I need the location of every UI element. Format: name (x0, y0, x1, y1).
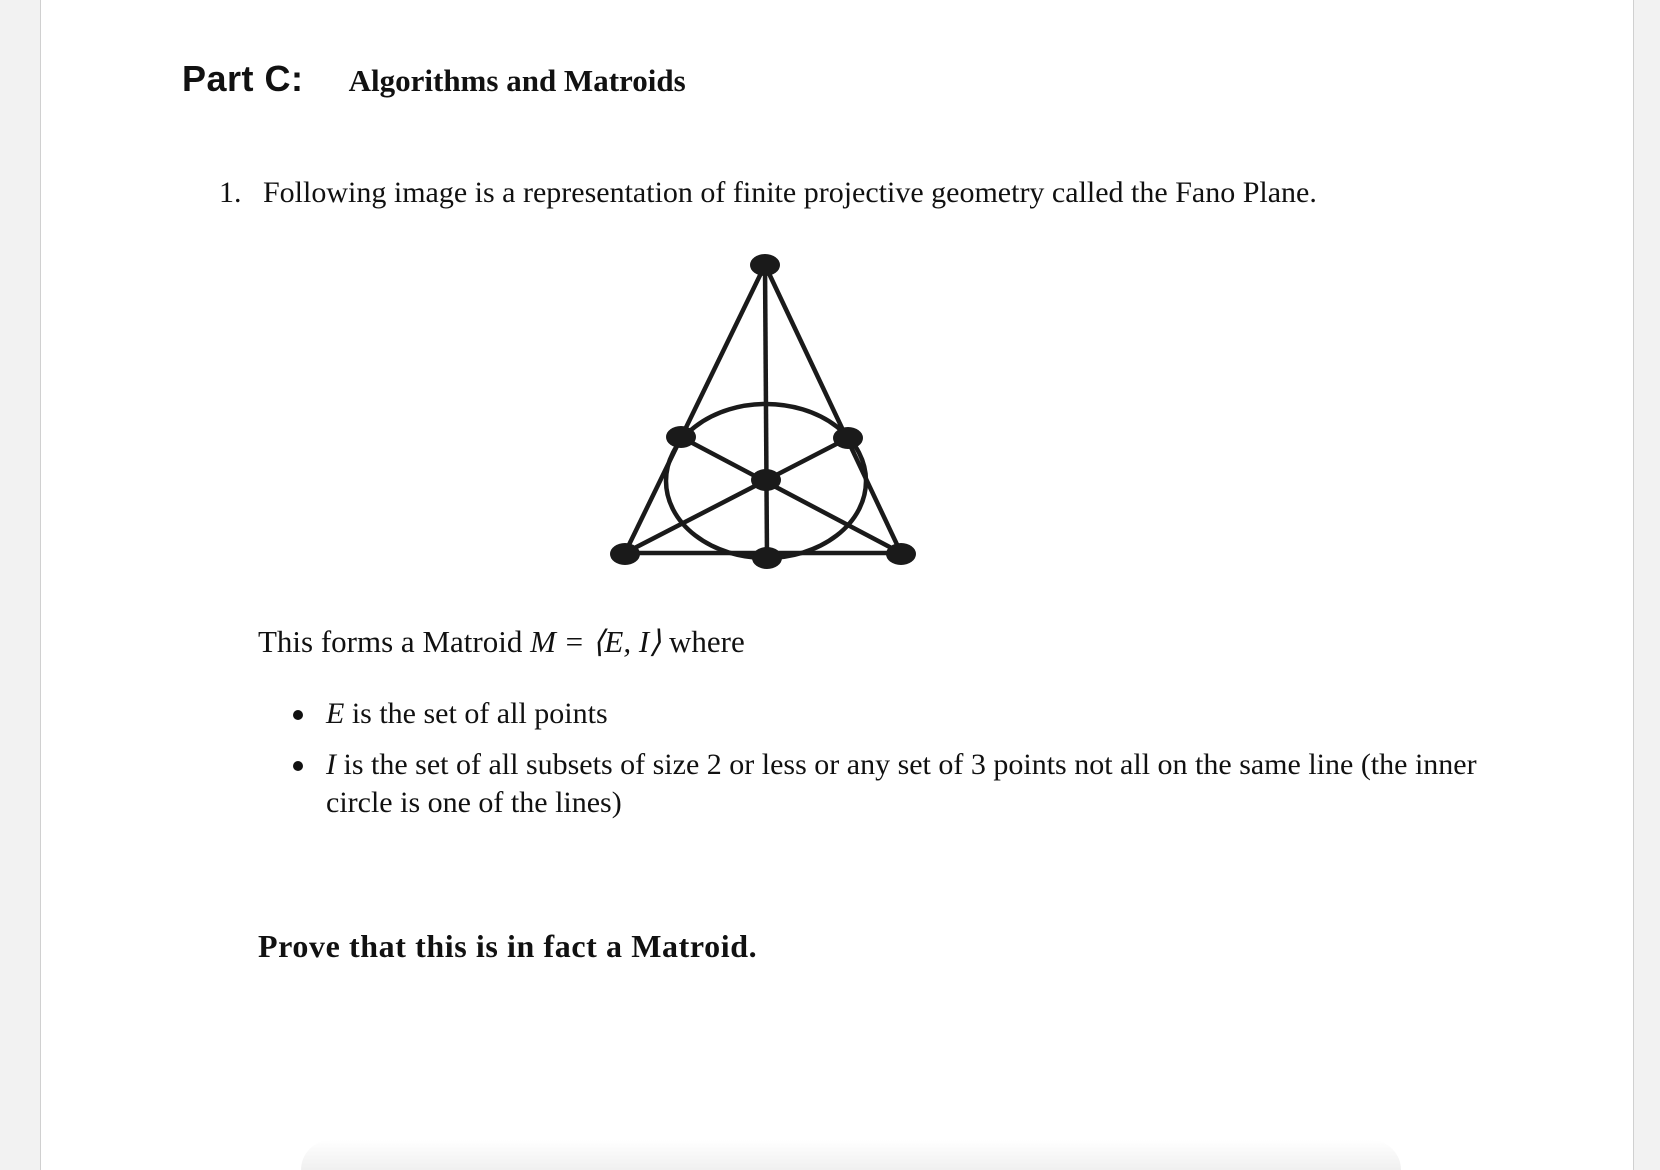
page-bottom-shadow (301, 1140, 1401, 1170)
list-item (293, 746, 1543, 822)
fano-line-median-right (681, 437, 901, 553)
fano-point-center (751, 469, 781, 491)
question-number: 1. (219, 176, 242, 209)
question-text: Following image is a representation of finite projective geometry called the Fano Plane. (263, 176, 1317, 209)
fano-line-right-side (765, 265, 901, 553)
document-page (40, 0, 1634, 1170)
fano-plane-diagram (601, 235, 941, 575)
bullet-icon (293, 761, 303, 771)
part-label: Part C: (182, 58, 304, 99)
part-heading (182, 58, 686, 100)
matroid-definition (258, 624, 745, 660)
set-variable-e: E (326, 697, 345, 730)
fano-point-bottom-mid (752, 547, 782, 569)
fano-point-top (750, 254, 780, 276)
fano-line-vertical-median (765, 265, 767, 558)
set-variable-i: I (326, 748, 336, 781)
fano-point-mid-left (666, 426, 696, 448)
question-1 (219, 176, 1317, 210)
bullet-text: is the set of all subsets of size 2 or less or any set of 3 points not all on the same line (the inner circle is one of the lines) (326, 748, 1477, 819)
fano-point-mid-right (833, 427, 863, 449)
prove-statement: Prove that this is in fact a Matroid. (258, 928, 758, 964)
fano-point-bottom-right (886, 543, 916, 565)
definition-list (293, 695, 1543, 835)
matroid-math: M = ⟨E, I⟩ (530, 624, 662, 659)
bullet-icon (293, 710, 303, 720)
fano-point-bottom-left (610, 543, 640, 565)
fano-line-left-side (625, 265, 765, 553)
matroid-prefix: This forms a Matroid (258, 624, 531, 659)
part-title: Algorithms and Matroids (348, 63, 686, 98)
matroid-suffix: where (661, 624, 745, 659)
bullet-text: is the set of all points (344, 697, 608, 730)
fano-line-median-left (625, 438, 848, 553)
list-item (293, 695, 1543, 733)
